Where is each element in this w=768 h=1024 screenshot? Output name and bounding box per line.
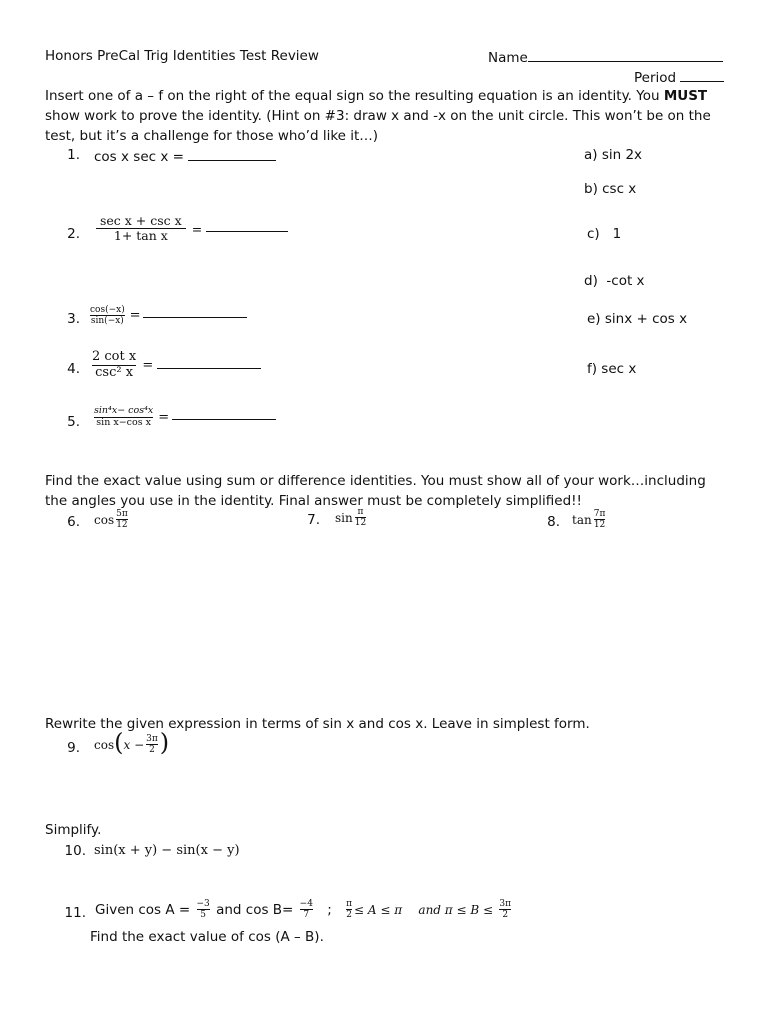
- problem-9: cos(x − $\frac{3\pi}{2}$ ): [94, 728, 170, 757]
- problem-2-number: 2.: [67, 226, 80, 242]
- part1-instructions: Insert one of a – f on the right of the equal sign so the resulting equation is an identity. You MUST show work to prove the identity. (Hint on #3: draw x and -x on the unit circle. This won’t be on the test, but it’s a challenge for those who’d like it…): [45, 88, 711, 144]
- problem-5: $\frac{\text{sin⁴x− cos⁴x}}{\text{sin x−cos x}}$ =: [92, 406, 276, 429]
- problem-7: sin $\frac{\pi}{12}$: [335, 507, 367, 529]
- problem-8: tan $\frac{7\pi}{12}$: [572, 509, 606, 531]
- problem-11: Given cos A = $\frac{-3}{5}$ and cos B= $\frac{-4}{7}$ ; $\frac{\pi}{2}$ ≤ A ≤ π and π ≤ B ≤ $\frac{3\pi}{2}$: [95, 899, 512, 921]
- problem-4-answer-blank[interactable]: [157, 355, 261, 369]
- problem-5-number: 5.: [67, 414, 80, 430]
- name-blank[interactable]: [528, 48, 723, 62]
- choice-a: a) sin 2x: [584, 147, 643, 163]
- problem-4-fraction: $\frac{\text{2 cot x}}{\text{csc² x}}$: [92, 349, 137, 380]
- choice-c: c) 1: [587, 226, 622, 242]
- part4-instructions: Simplify.: [45, 822, 102, 838]
- problem-10-number: 10.: [64, 843, 86, 859]
- choice-f: f) sec x: [587, 361, 637, 377]
- choice-b: b) csc x: [584, 181, 637, 197]
- problem-3-fraction: $\frac{\cos(-x)}{\sin(-x)}$: [90, 304, 125, 326]
- part2-instructions: Find the exact value using sum or difference identities. You must show all of your work…including the angles you use in the identity. Final answer must be completely simplified!!: [45, 473, 706, 509]
- problem-1-answer-blank[interactable]: [188, 147, 276, 161]
- problem-2-answer-blank[interactable]: [206, 218, 288, 232]
- period-blank[interactable]: [680, 68, 724, 82]
- problem-2: $\frac{\text{sec x + csc x}}{\text{1+ tan x}}$ =: [94, 214, 288, 244]
- period-field[interactable]: [634, 68, 724, 86]
- problem-8-number: 8.: [547, 514, 560, 530]
- name-field[interactable]: [488, 48, 723, 66]
- problem-3-answer-blank[interactable]: [143, 304, 247, 318]
- problem-4: $\frac{\text{2 cot x}}{\text{csc² x}}$ =: [90, 350, 261, 381]
- choice-d: d) -cot x: [584, 273, 645, 289]
- problem-5-answer-blank[interactable]: [172, 406, 276, 420]
- part3-instructions: Rewrite the given expression in terms of sin x and cos x. Leave in simplest form.: [45, 716, 590, 732]
- problem-11-number: 11.: [64, 905, 86, 921]
- problem-1-number: 1.: [67, 147, 80, 163]
- problem-3-number: 3.: [67, 311, 80, 327]
- problem-7-number: 7.: [307, 512, 320, 528]
- problem-1: cos x sec x =: [94, 147, 276, 165]
- problem-6-number: 6.: [67, 514, 80, 530]
- name-label: Name: [488, 50, 528, 66]
- problem-2-fraction: $\frac{\text{sec x + csc x}}{\text{1+ tan x}}$: [96, 214, 186, 244]
- period-label: Period: [634, 70, 677, 86]
- problem-6: cos $\frac{5\pi}{12}$: [94, 509, 128, 531]
- problem-3: $\frac{\cos(-x)}{\sin(-x)}$ =: [88, 304, 247, 326]
- problem-5-fraction: $\frac{\text{sin⁴x− cos⁴x}}{\text{sin x−cos x}}$: [94, 405, 154, 428]
- problem-11-question: Find the exact value of cos (A – B).: [90, 929, 324, 945]
- problem-9-number: 9.: [67, 740, 80, 756]
- problem-4-number: 4.: [67, 361, 80, 377]
- worksheet-title: Honors PreCal Trig Identities Test Review: [45, 48, 319, 64]
- problem-10: sin(x + y) − sin(x − y): [94, 843, 240, 858]
- choice-e: e) sinx + cos x: [587, 311, 688, 327]
